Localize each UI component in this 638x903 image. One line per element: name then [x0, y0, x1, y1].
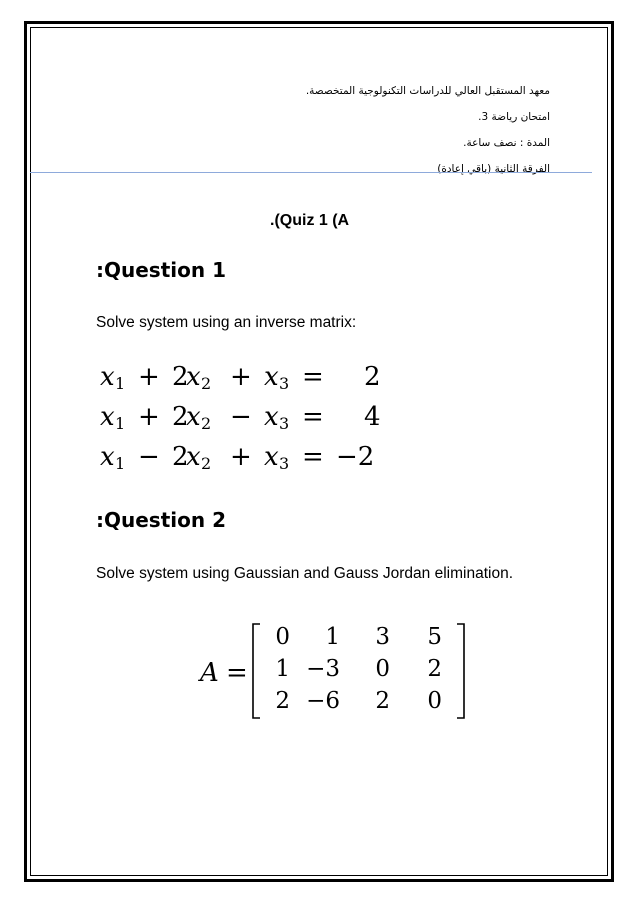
- equation-subscript: 2: [201, 454, 212, 473]
- equation-term: 2: [364, 362, 381, 392]
- equation-subscript: 3: [279, 374, 290, 393]
- matrix-cell: 1: [325, 624, 340, 650]
- quiz-title: .(Quiz 1 (A: [270, 212, 350, 229]
- institute-name: معهد المستقبل العالي للدراسات التكنولوجية المتخصصة.: [305, 85, 550, 97]
- matrix-name: A: [200, 658, 219, 688]
- equation-term: +: [138, 402, 160, 432]
- matrix-cell: 5: [427, 624, 442, 650]
- equation-subscript: 3: [279, 414, 290, 433]
- equation-term: +: [138, 362, 160, 392]
- equation-term: =: [302, 442, 324, 472]
- equation-term: 2: [172, 442, 189, 472]
- matrix-cell: 0: [375, 656, 390, 682]
- equation-term: =: [302, 402, 324, 432]
- matrix-cell: −6: [306, 688, 340, 714]
- question-2-instruction: Solve system using Gaussian and Gauss Jordan elimination.: [96, 565, 513, 582]
- exam-duration: المدة : نصف ساعة.: [463, 137, 550, 149]
- equation-term: 2: [172, 362, 189, 392]
- matrix-cell: 0: [427, 688, 442, 714]
- matrix-cell: −3: [306, 656, 340, 682]
- question-2-heading: :Question 2: [96, 508, 226, 532]
- matrix-cell: 2: [275, 688, 290, 714]
- header-divider: [30, 172, 592, 173]
- question-1-heading: :Question 1: [96, 258, 226, 282]
- equation-term: =: [302, 362, 324, 392]
- equation-subscript: 2: [201, 414, 212, 433]
- equation-term: +: [230, 362, 252, 392]
- equation-term: x: [100, 442, 115, 472]
- matrix-cell: 0: [275, 624, 290, 650]
- matrix-cell: 1: [275, 656, 290, 682]
- equation-term: x: [186, 402, 201, 432]
- equation-term: −2: [336, 442, 375, 472]
- equation-term: x: [264, 362, 279, 392]
- right-bracket: [457, 624, 464, 718]
- equation-term: 4: [364, 402, 381, 432]
- equation-term: x: [186, 362, 201, 392]
- exam-name: امتحان رياضة 3.: [478, 111, 550, 123]
- equation-term: −: [230, 402, 252, 432]
- class-level: الفرقة الثانية (باقي إعادة): [437, 163, 550, 175]
- equation-subscript: 2: [201, 374, 212, 393]
- equation-term: x: [264, 402, 279, 432]
- matrix-equals: =: [226, 658, 248, 688]
- question-1-instruction: Solve system using an inverse matrix:: [96, 314, 357, 331]
- matrix-cell: 2: [375, 688, 390, 714]
- institute-header: [306, 78, 550, 182]
- matrix-cell: 2: [427, 656, 442, 682]
- equation-subscript: 1: [115, 374, 126, 393]
- equation-term: +: [230, 442, 252, 472]
- matrix-cell: 3: [375, 624, 390, 650]
- equation-subscript: 1: [115, 414, 126, 433]
- equation-subscript: 1: [115, 454, 126, 473]
- equation-subscript: 3: [279, 454, 290, 473]
- equation-term: 2: [172, 402, 189, 432]
- equation-term: x: [100, 402, 115, 432]
- equation-term: x: [186, 442, 201, 472]
- equation-term: x: [264, 442, 279, 472]
- equation-term: x: [100, 362, 115, 392]
- equation-term: −: [138, 442, 160, 472]
